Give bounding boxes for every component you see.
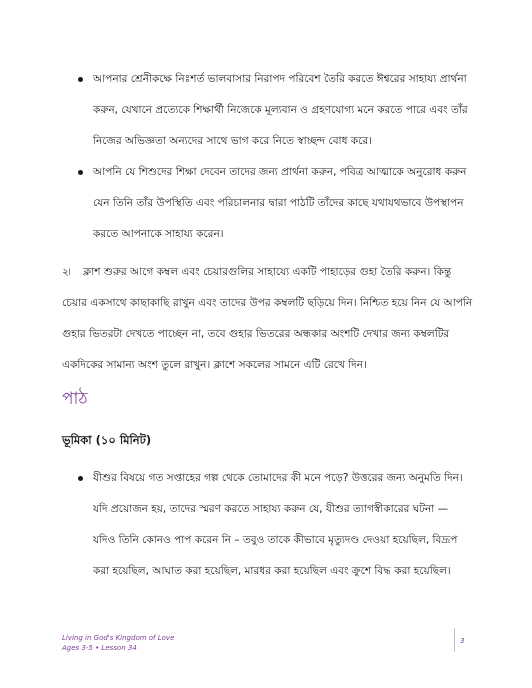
footer-subtitle: Ages 3-5 • Lesson 34 — [62, 644, 137, 652]
bullet-prayer-environment: আপনার শ্রেনীকক্ষে নিঃশর্ত ভালবাসার নিরাপদ পরিবেশ তৈরি করতে ঈশ্বরের সাহায্য প্রার্থনা করুন, যেখানে প্রত্যেকে শিক্ষার্থী নিজেকে মূল্যবান ও গ্রহণযোগ্য মনে করতে পারে এবং তাঁর নিজের অভিজ্ঞতা অন্যদের সাথে ভাগ করে নিতে স্বাচ্ছন্দ বোধ করে। — [93, 73, 468, 147]
footer-divider — [454, 628, 455, 652]
bullet-marker — [78, 170, 83, 175]
footer — [62, 633, 174, 653]
bullet-question-last-week: যীশুর বিষয়ে গত সপ্তাহের গল্প থেকে তোমাদের কী মনে পড়ে? উত্তরের জন্য অনুমতি দিন। যদি প্রয়োজন হয়, তাদের স্মরণ করতে সাহায্য করুন যে, যীশুর ত্যাগস্বীকারের ঘটনা — যদিও তিনি কোনও পাপ করেন নি – তবুও তাকে কীভাবে মৃত্যুদণ্ড দেওয়া হয়েছিল, বিদ্রূপ করা হয়েছিল, আঘাত করা হয়েছিল, মারধর করা হয়েছিল এবং ক্রুশে বিদ্ধ করা হয়েছিল। — [93, 472, 463, 577]
bullet-marker — [78, 476, 83, 481]
bullet-marker — [78, 77, 83, 82]
sub-heading-introduction: ভূমিকা (১০ মিনিট) — [62, 433, 152, 447]
step-number: ২৷ — [62, 266, 71, 278]
section-heading-lesson: পাঠ — [62, 389, 88, 409]
bullet-prayer-children: আপনি যে শিশুদের শিক্ষা দেবেন তাদের জন্য প্রার্থনা করুন, পবিত্র আত্মাকে অনুরোধ করুন যেন তিনি তাঁর উপস্থিতি এবং পরিচালনার দ্বারা পাঠটি তাঁদের কাছে যথাযথভাবে উপস্থাপন করতে আপনাকে সাহায্য করেন। — [93, 166, 467, 240]
page-number: 3 — [460, 637, 465, 645]
footer-title: Living in God's Kingdom of Love — [62, 634, 175, 642]
step-2-instructions: ক্লাশ শুরুর আগে কম্বল এবং চেয়ারগুলির সাহায্যে একটি পাহাড়ের গুহা তৈরি করুন। কিন্তু চেয়ার একসাথে কাছাকাছি রাখুন এবং তাদের উপর কম্বলটি ছড়িয়ে দিন। নিশ্চিত হয়ে নিন যে আপনি গুহার ভিতরটা দেখতে পাচ্ছেন না, তবে গুহার ভিতরের অন্ধকার অংশটি দেখার জন্য কম্বলটির একদিকের সামান্য অংশ তুলে রাখুন। ক্লাশে সকলের সামনে এটি রেখে দিন। — [62, 266, 473, 371]
